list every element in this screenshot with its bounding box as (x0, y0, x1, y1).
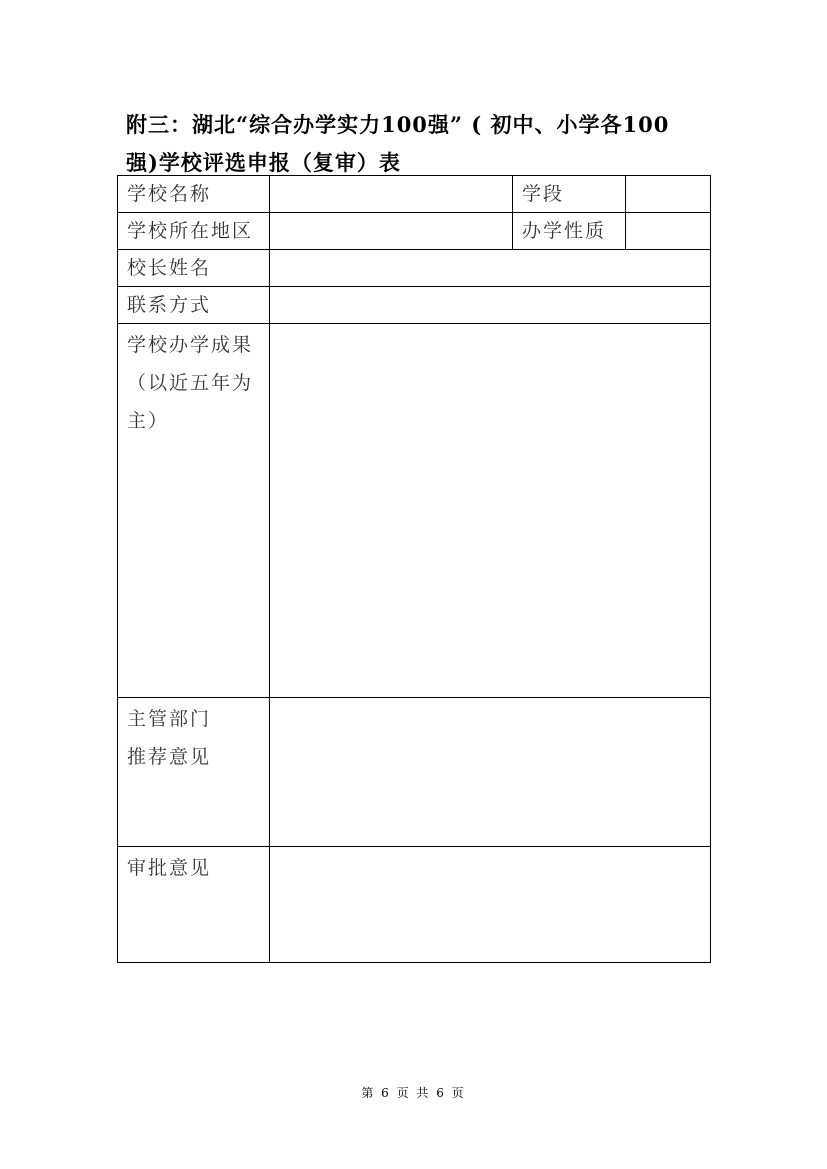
row-achievements (118, 324, 711, 698)
approval-label: 审批意见 (118, 847, 270, 963)
dept-opinion-label-line-1: 主管部门 (127, 708, 212, 730)
location-field[interactable] (270, 213, 513, 250)
application-form-table (117, 175, 711, 963)
school-name-label: 学校名称 (118, 176, 270, 213)
title-line-1: 附三：湖北“综合办学实力100强” ( 初中、小学各100 (126, 112, 670, 137)
achievements-label-line-1: 学校办学成果 (127, 334, 254, 356)
achievements-label-line-2: （以近五年为 (127, 372, 254, 394)
principal-label: 校长姓名 (118, 250, 270, 287)
stage-field[interactable] (626, 176, 711, 213)
row-contact (118, 287, 711, 324)
achievements-field[interactable] (270, 324, 711, 698)
location-label: 学校所在地区 (118, 213, 270, 250)
contact-field[interactable] (270, 287, 711, 324)
row-approval (118, 847, 711, 963)
approval-field[interactable] (270, 847, 711, 963)
nature-label: 办学性质 (513, 213, 626, 250)
achievements-label (118, 324, 270, 698)
title-line-2: 强)学校评选申报（复审）表 (126, 150, 401, 175)
achievements-label-line-3: 主） (127, 410, 170, 432)
dept-opinion-label (118, 698, 270, 847)
dept-opinion-field[interactable] (270, 698, 711, 847)
row-location (118, 213, 711, 250)
row-school-name (118, 176, 711, 213)
row-dept-opinion (118, 698, 711, 847)
school-name-field[interactable] (270, 176, 513, 213)
page-footer: 第 6 页 共 6 页 (361, 1086, 466, 1100)
principal-field[interactable] (270, 250, 711, 287)
nature-field[interactable] (626, 213, 711, 250)
stage-label: 学段 (513, 176, 626, 213)
dept-opinion-label-line-2: 推荐意见 (127, 746, 212, 768)
document-title (126, 106, 716, 182)
row-principal (118, 250, 711, 287)
contact-label: 联系方式 (118, 287, 270, 324)
